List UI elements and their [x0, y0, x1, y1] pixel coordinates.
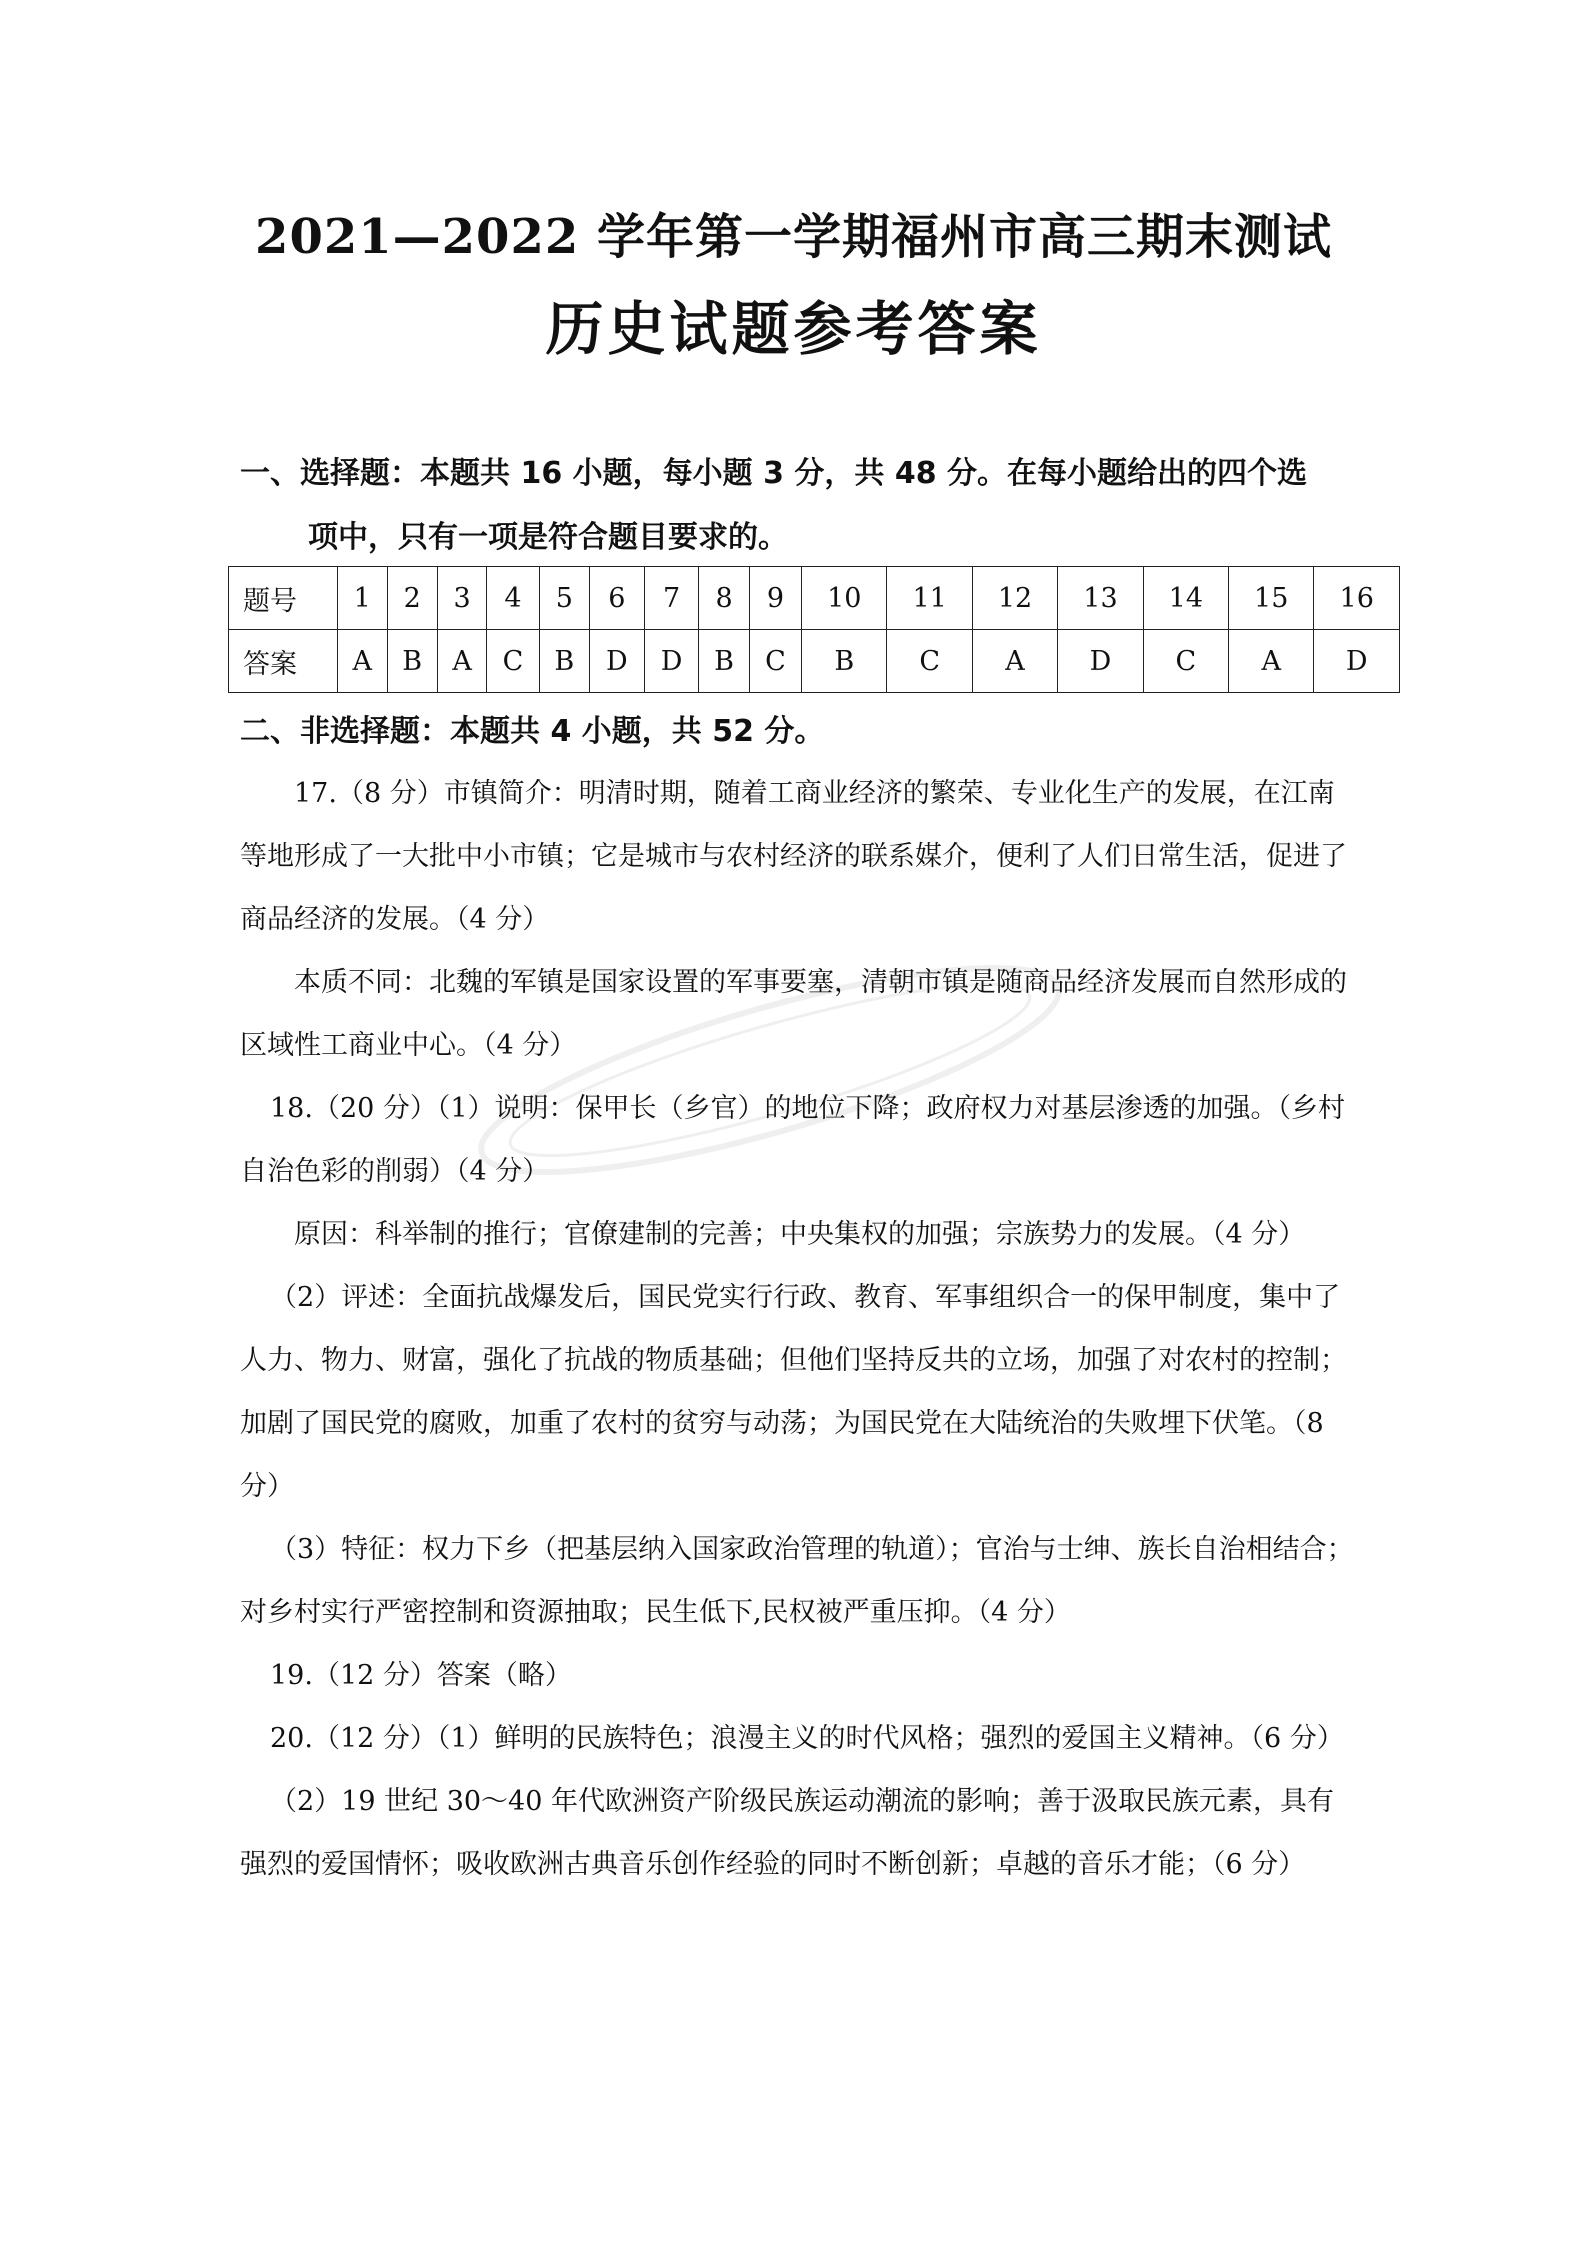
answer-cell: A	[437, 630, 487, 693]
number-cell: 10	[802, 567, 887, 630]
number-cell: 6	[589, 567, 644, 630]
answer-header-cell: 答案	[229, 630, 338, 693]
answer-table-number-row	[229, 567, 1400, 630]
number-cell: 7	[644, 567, 699, 630]
q18-part2-paragraph: （2）评述：全面抗战爆发后，国民党实行行政、教育、军事组织合一的保甲制度，集中了人力、物力、财富，强化了抗战的物质基础；但他们坚持反共的立场，加强了对农村的控制；加剧了国民党的腐败，加重了农村的贫穷与动荡；为国民党在大陆统治的失败埋下伏笔。（8 分）	[240, 1282, 1347, 1502]
q20-part1-paragraph: 20.（12 分）（1）鲜明的民族特色；浪漫主义的时代风格；强烈的爱国主义精神。（6 分）	[270, 1723, 1344, 1754]
answer-cell: C	[1143, 630, 1228, 693]
q17-intro-paragraph: 17.（8 分）市镇简介：明清时期，随着工商业经济的繁荣、专业化生产的发展，在江南等地形成了一大批中小市镇；它是城市与农村经济的联系媒介，便利了人们日常生活，促进了商品经济的发展。（4 分）	[240, 778, 1347, 935]
number-cell: 3	[437, 567, 487, 630]
section-one-line1: 一、选择题：本题共 16 小题，每小题 3 分，共 48 分。在每小题给出的四个选	[240, 456, 1308, 491]
number-cell: 13	[1058, 567, 1143, 630]
number-cell: 14	[1143, 567, 1228, 630]
answer-cell: C	[887, 630, 972, 693]
answer-table-answer-row	[229, 630, 1400, 693]
number-cell: 12	[972, 567, 1057, 630]
q18-reasons-paragraph: 原因：科举制的推行；官僚建制的完善；中央集权的加强；宗族势力的发展。（4 分）	[294, 1219, 1306, 1250]
section-one-heading	[240, 442, 1360, 570]
number-cell: 11	[887, 567, 972, 630]
number-cell: 5	[539, 567, 589, 630]
number-header-cell: 题号	[229, 567, 338, 630]
answer-cell: B	[539, 630, 589, 693]
number-cell: 9	[749, 567, 801, 630]
number-cell: 15	[1229, 567, 1314, 630]
number-cell: 2	[387, 567, 437, 630]
answer-cell: A	[972, 630, 1057, 693]
section-one-line2: 项中，只有一项是符合题目要求的。	[308, 520, 788, 555]
q18-part3-paragraph: （3）特征：权力下乡（把基层纳入国家政治管理的轨道）；官治与士绅、族长自治相结合；对乡村实行严密控制和资源抽取；民生低下,民权被严重压抑。（4 分）	[240, 1534, 1354, 1628]
section-two-heading: 二、非选择题：本题共 4 小题，共 52 分。	[240, 714, 825, 749]
answer-cell: B	[387, 630, 437, 693]
q17-difference-paragraph: 本质不同：北魏的军镇是国家设置的军事要塞，清朝市镇是随商品经济发展而自然形成的区域性工商业中心。（4 分）	[240, 967, 1347, 1061]
number-cell: 16	[1314, 567, 1400, 630]
answer-cell: A	[1229, 630, 1314, 693]
answer-cell: D	[589, 630, 644, 693]
number-cell: 1	[338, 567, 388, 630]
answer-cell: D	[644, 630, 699, 693]
answer-cell: C	[749, 630, 801, 693]
q18-part1-paragraph: 18.（20 分）（1）说明：保甲长（乡官）的地位下降；政府权力对基层渗透的加强。（乡村自治色彩的削弱）（4 分）	[240, 1093, 1346, 1187]
number-cell: 4	[487, 567, 539, 630]
answer-cell: D	[1058, 630, 1143, 693]
answer-cell: A	[338, 630, 388, 693]
exam-title: 2021—2022 学年第一学期福州市高三期末测试	[255, 209, 1332, 265]
number-cell: 8	[699, 567, 749, 630]
answer-cell: B	[802, 630, 887, 693]
answer-body	[240, 762, 1360, 1896]
answer-cell: B	[699, 630, 749, 693]
answer-key-title: 历史试题参考答案	[545, 295, 1042, 363]
q19-paragraph: 19.（12 分）答案（略）	[270, 1660, 572, 1691]
q20-part2-paragraph: （2）19 世纪 30～40 年代欧洲资产阶级民族运动潮流的影响；善于汲取民族元素，具有强烈的爱国情怀；吸收欧洲古典音乐创作经验的同时不断创新；卓越的音乐才能；（6 分）	[240, 1786, 1334, 1880]
answer-cell: C	[487, 630, 539, 693]
answer-table	[228, 566, 1400, 693]
answer-cell: D	[1314, 630, 1400, 693]
